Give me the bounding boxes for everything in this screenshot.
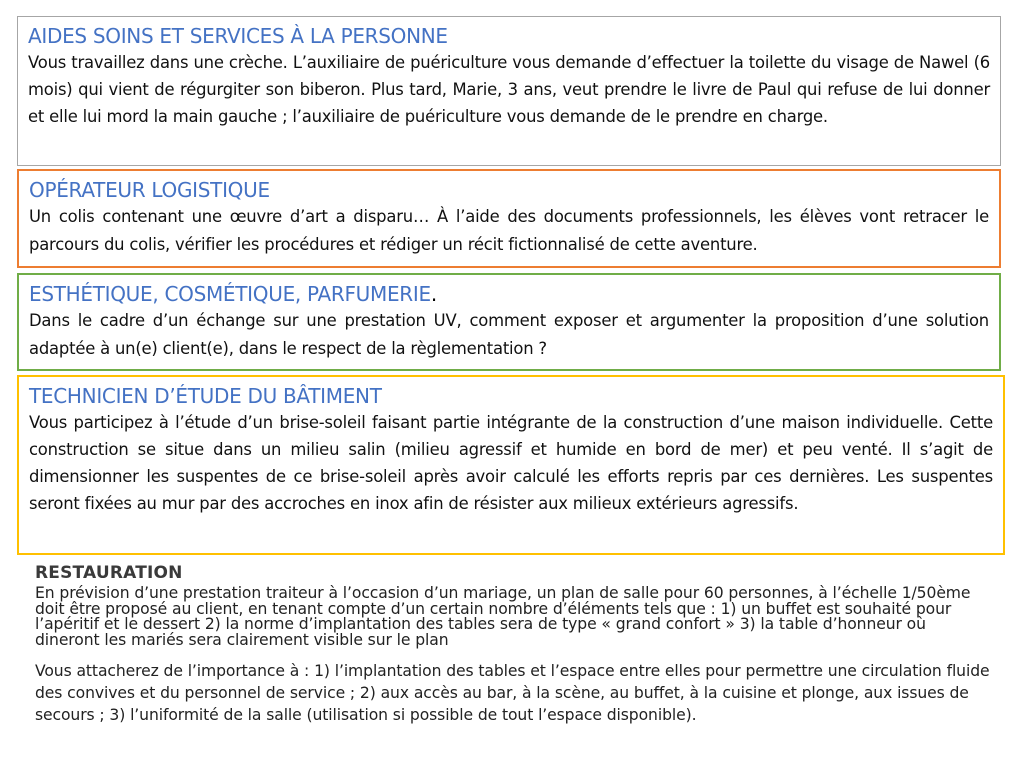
section-body: Un colis contenant une œuvre d’art a disparu… À l’aide des documents professionnels, les élèves vont retracer le parcours du colis, vérifier les procédures et rédiger un récit fictionnalisé de cette aventure. [29,207,989,254]
section-title: AIDES SOINS ET SERVICES À LA PERSONNE [28,24,448,48]
section-operateur-logistique [17,169,1001,268]
section-aides-soins [17,16,1001,166]
restauration-paragraph-1: En prévision d’une prestation traiteur à l’occasion d’un mariage, un plan de salle pour 60 personnes, à l’échelle 1/50ème doit être proposé au client, en tenant compte d’un certain nombre d’éléments tels que : 1) un buffet est souhaité pour l’apéritif et le dessert 2) la norme d’implantation des tables sera de type « grand confort » 3) la table d’honneur où dineront les mariés sera clairement visible sur le plan [35,584,971,649]
section-body: Dans le cadre d’un échange sur une prestation UV, comment exposer et argumenter la proposition d’une solution adaptée à un(e) client(e), dans le respect de la règlementation ? [29,311,989,358]
section-title-text: ESTHÉTIQUE, COSMÉTIQUE, PARFUMERIE [29,282,431,306]
restauration-title: RESTAURATION [35,563,183,583]
section-body: Vous travaillez dans une crèche. L’auxiliaire de puériculture vous demande d’effectuer la toilette du visage de Nawel (6 mois) qui vient de régurgiter son biberon. Plus tard, Marie, 3 ans, veut prendre le livre de Paul qui refuse de lui donner et elle lui mord la main gauche ; l’auxiliaire de puériculture vous demande de le prendre en charge. [28,53,990,126]
section-title: TECHNICIEN D’ÉTUDE DU BÂTIMENT [29,384,382,408]
section-esthetique [17,273,1001,371]
section-title-suffix: . [430,282,437,306]
section-technicien-batiment [17,375,1005,555]
section-body: Vous participez à l’étude d’un brise-soleil faisant partie intégrante de la construction d’une maison individuelle. Cette construction se situe dans un milieu salin (milieu agressif et humide en bord de mer) et peu venté. Il s’agit de dimensionner les suspentes de ce brise-soleil après avoir calculé les efforts repris par ces dernières. Les suspentes seront fixées au mur par des accroches en inox afin de résister aux milieux extérieurs agressifs. [29,413,993,513]
section-title: OPÉRATEUR LOGISTIQUE [29,178,270,202]
section-title [29,281,989,307]
restauration-paragraph-2: Vous attacherez de l’importance à : 1) l’implantation des tables et l’espace entre elles pour permettre une circulation fluide des convives et du personnel de service ; 2) aux accès au bar, à la scène, au buffet, à la cuisine et plonge, aux issues de secours ; 3) l’uniformité de la salle (utilisation si possible de tout l’espace disponible). [35,662,990,724]
section-restauration [35,562,995,726]
